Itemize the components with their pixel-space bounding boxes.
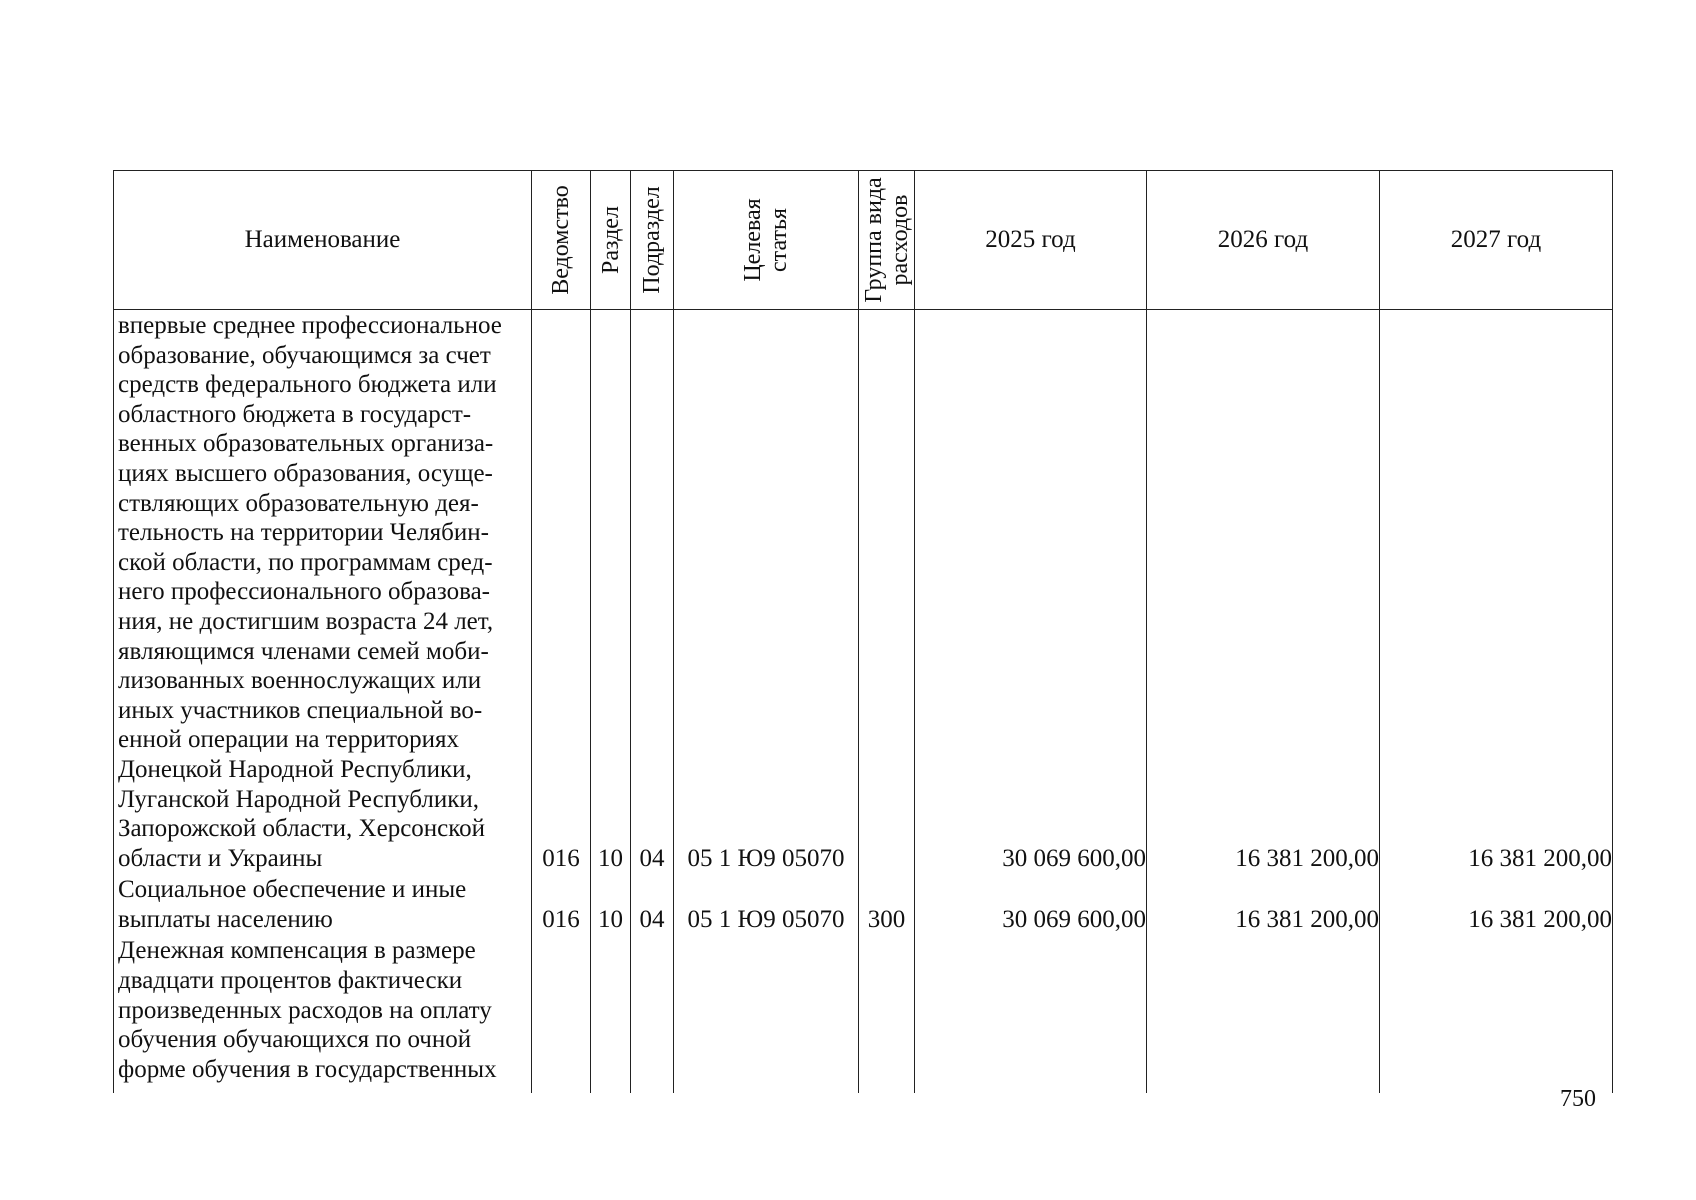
row-subsection: 04 — [631, 310, 674, 875]
budget-table — [113, 170, 1613, 1093]
row-group — [859, 310, 915, 875]
row-2025: 30 069 600,00 — [915, 310, 1147, 875]
row-section: 10 — [591, 874, 631, 935]
row-2026: 16 381 200,00 — [1147, 310, 1380, 875]
row-section: 10 — [591, 310, 631, 875]
row-department — [532, 935, 591, 1093]
row-group: 300 — [859, 874, 915, 935]
header-row — [114, 171, 1613, 310]
row-2025: 30 069 600,00 — [915, 874, 1147, 935]
row-name: Денежная компенсация в размере двадцати процентов фактически произведенных расходов на оплату обучения обучающихся по очной форме обучения в государственных — [114, 935, 532, 1093]
row-target — [674, 935, 859, 1093]
row-target: 05 1 Ю9 05070 — [674, 874, 859, 935]
header-target-article: Целевая статья — [674, 171, 859, 310]
row-2027 — [1380, 935, 1613, 1093]
header-department: Ведомство — [532, 171, 591, 310]
header-name: Наименование — [114, 171, 532, 310]
table-row — [114, 874, 1613, 935]
row-name: впервые среднее профессиональное образование, обучающимся за счет средств федерального бюджета или областного бюджета в государст- венных образовательных организа- циях высшего образования, осуще- ствляющих образовательную дея- тельность на территории Челябин- ской области, по программам сред- него профессионального образова- ния, не достигшим возраста 24 лет, являющимся членами семей моби- лизованных военнослужащих или иных участников специальной во- енной операции на территориях Донецкой Народной Республики, Луганской Народной Республики, Запорожской области, Херсонской области и Украины — [114, 310, 532, 875]
header-2025: 2025 год — [915, 171, 1147, 310]
row-department: 016 — [532, 310, 591, 875]
header-2026: 2026 год — [1147, 171, 1380, 310]
page-number: 750 — [1560, 1086, 1596, 1112]
row-name: Социальное обеспечение и иные выплаты населению — [114, 874, 532, 935]
row-group — [859, 935, 915, 1093]
header-expense-group: Группа вида расходов — [859, 171, 915, 310]
row-2027: 16 381 200,00 — [1380, 310, 1613, 875]
header-2027: 2027 год — [1380, 171, 1613, 310]
row-2025 — [915, 935, 1147, 1093]
row-2027: 16 381 200,00 — [1380, 874, 1613, 935]
header-section: Раздел — [591, 171, 631, 310]
table-row — [114, 310, 1613, 875]
header-subsection: Подраздел — [631, 171, 674, 310]
table-row — [114, 935, 1613, 1093]
row-subsection: 04 — [631, 874, 674, 935]
row-subsection — [631, 935, 674, 1093]
row-2026: 16 381 200,00 — [1147, 874, 1380, 935]
row-2026 — [1147, 935, 1380, 1093]
row-section — [591, 935, 631, 1093]
row-target: 05 1 Ю9 05070 — [674, 310, 859, 875]
row-department: 016 — [532, 874, 591, 935]
